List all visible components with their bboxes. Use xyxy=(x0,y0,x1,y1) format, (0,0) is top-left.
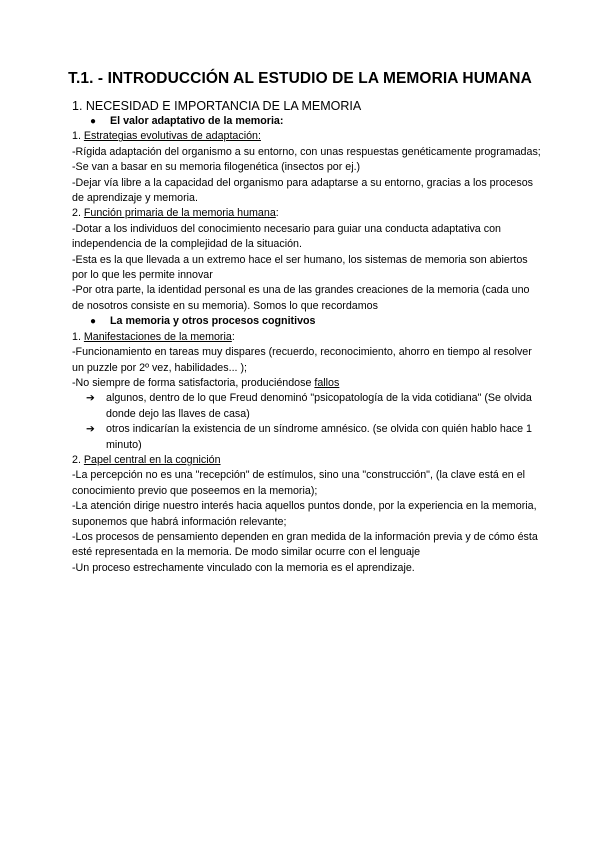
subsection-title: Estrategias evolutivas de adaptación: xyxy=(83,130,261,143)
subsection-title: Función primaria de la memoria humana xyxy=(83,207,276,220)
subsection-title: Manifestaciones de la memoria xyxy=(83,330,232,343)
paragraph: -Funcionamiento en tareas muy dispares (recuerdo, reconocimiento, ahorro en tiempo al resolver un puzzle por 2º vez, habilidades... ); xyxy=(72,346,532,374)
bullet-heading-text: El valor adaptativo de la memoria: xyxy=(110,115,284,127)
arrow-list-item xyxy=(72,422,542,453)
arrow-right-icon: ➔ xyxy=(86,423,95,436)
subsection-number: 1. xyxy=(72,130,84,143)
bullet-heading xyxy=(72,114,542,129)
bullet-heading-text: La memoria y otros procesos cognitivos xyxy=(110,315,316,328)
subsection-suffix: : xyxy=(231,330,235,343)
paragraph: -La percepción no es una "recepción" de estímulos, sino una "construcción", (la clave está en el conocimiento previo que poseemos en la memoria); xyxy=(72,469,526,497)
paragraph-text: -No siempre de forma satisfactoria, produciéndose xyxy=(72,376,315,389)
paragraph: -Se van a basar en su memoria filogenética (insectos por ej.) xyxy=(72,161,361,174)
arrow-list-text: otros indicarían la existencia de un síndrome amnésico. (se olvida con quién hablo hace 1 minuto) xyxy=(106,423,532,451)
paragraph: -Los procesos de pensamiento dependen en gran medida de la información previa y de cómo ésta esté representada en la memoria. De modo similar ocurre con el lenguaje xyxy=(72,530,538,559)
section-heading: 1. NECESIDAD E IMPORTANCIA DE LA MEMORIA xyxy=(72,99,362,113)
subsection-heading xyxy=(72,453,542,468)
paragraph: -Un proceso estrechamente vinculado con la memoria es el aprendizaje. xyxy=(72,561,415,574)
bullet-dot-icon: ● xyxy=(90,316,97,328)
paragraph: -Dotar a los individuos del conocimiento necesario para guiar una conducta adaptativa con independencia de la complejidad de la situación. xyxy=(72,222,501,251)
paragraph xyxy=(72,376,542,391)
subsection-heading xyxy=(72,129,542,144)
paragraph: -La atención dirige nuestro interés hacia aquellos puntos donde, por la experiencia en la memoria, suponemos que habrá información relevante; xyxy=(72,500,537,528)
subsection-number: 1. xyxy=(72,330,84,343)
arrow-right-icon: ➔ xyxy=(86,392,95,405)
subsection-number: 2. xyxy=(72,207,84,220)
subsection-suffix: : xyxy=(275,207,279,220)
paragraph: -Por otra parte, la identidad personal es una de las grandes creaciones de la memoria (cada uno de nosotros consiste en su memoria). Somos lo que recordamos xyxy=(72,284,530,312)
subsection-title: Papel central en la cognición xyxy=(83,453,221,466)
underlined-term: fallos xyxy=(314,376,340,389)
subsection-heading xyxy=(72,330,542,345)
arrow-list-text: algunos, dentro de lo que Freud denominó "psicopatología de la vida cotidiana" (Se olvida donde dejo las llaves de casa) xyxy=(106,392,532,420)
page-title: T.1. - INTRODUCCIÓN AL ESTUDIO DE LA MEMORIA HUMANA xyxy=(68,70,532,87)
subsection-heading xyxy=(72,206,542,221)
paragraph: -Rígida adaptación del organismo a su entorno, con unas respuestas genéticamente programadas; xyxy=(72,145,541,158)
bullet-dot-icon: ● xyxy=(90,116,97,127)
subsection-number: 2. xyxy=(72,453,84,466)
document-body xyxy=(72,98,542,576)
paragraph: -Esta es la que llevada a un extremo hace el ser humano, los sistemas de memoria son abiertos por lo que les permite innovar xyxy=(72,253,528,282)
arrow-list-item xyxy=(72,391,542,422)
bullet-heading xyxy=(72,314,542,329)
paragraph: -Dejar vía libre a la capacidad del organismo para adaptarse a su entorno, gracias a los procesos de aprendizaje y memoria. xyxy=(72,176,534,205)
